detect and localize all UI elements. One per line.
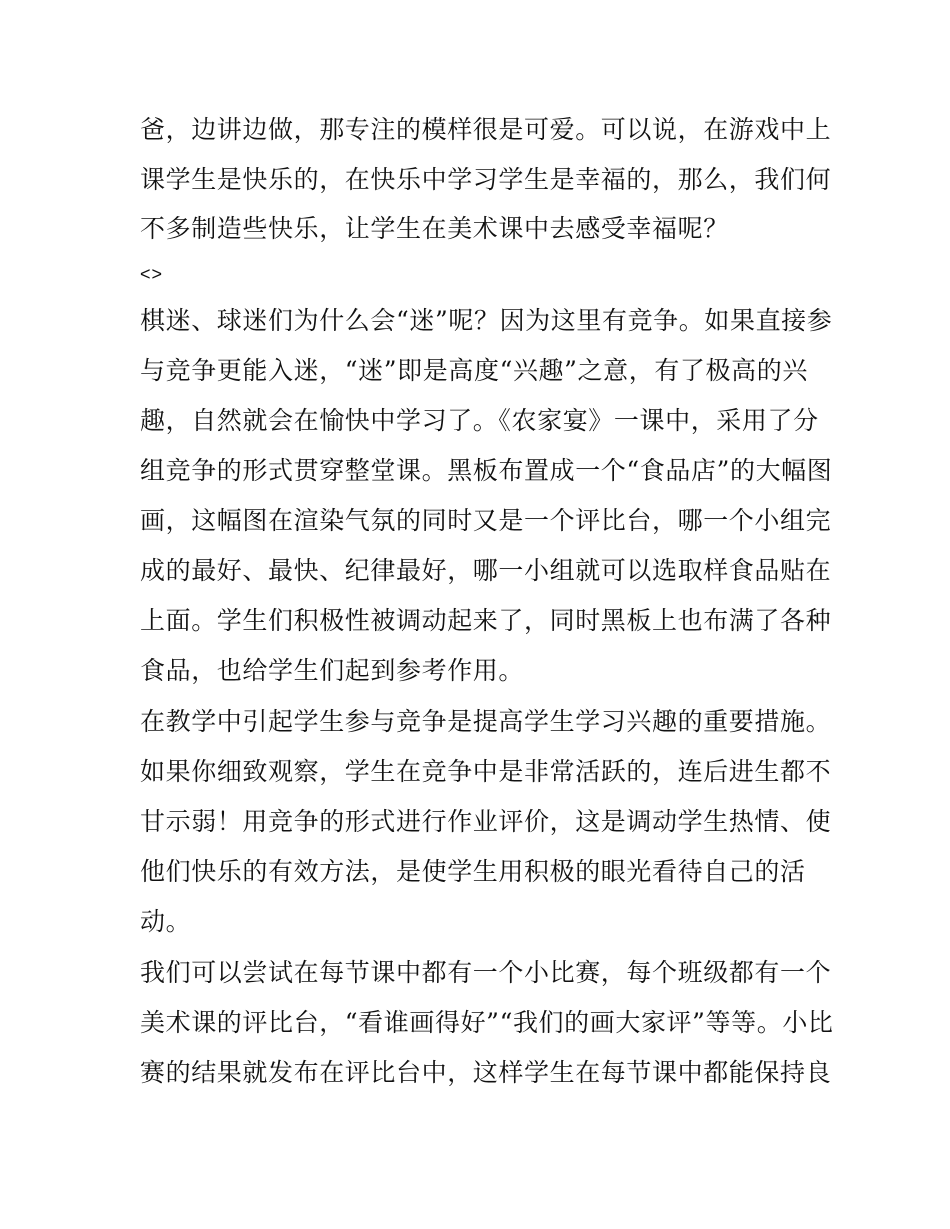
text-line: 与竞争更能入迷，“迷”即是高度“兴趣”之意，有了极高的兴 (140, 356, 808, 385)
text-line: 如果你细致观察，学生在竞争中是非常活跃的，连后进生都不 (140, 757, 832, 786)
text-line: 课学生是快乐的，在快乐中学习学生是幸福的，那么，我们何 (140, 165, 832, 194)
text-line: 他们快乐的有效方法，是使学生用积极的眼光看待自己的活 (140, 857, 806, 886)
text-line: 美术课的评比台，“看谁画得好”“我们的画大家评”等等。小比 (140, 1008, 834, 1037)
text-line: 动。 (140, 907, 192, 936)
text-line: 不多制造些快乐，让学生在美术课中去感受幸福呢？ (140, 214, 729, 243)
text-line: 甘示弱！用竞争的形式进行作业评价，这是调动学生热情、使 (140, 807, 832, 836)
section-marker: <> (140, 264, 164, 284)
text-line: 画，这幅图在渲染气氛的同时又是一个评比台，哪一个小组完 (140, 506, 832, 535)
text-line: 爸，边讲边做，那专注的模样很是可爱。可以说，在游戏中上 (140, 115, 832, 144)
text-line: 成的最好、最快、纪律最好，哪一小组就可以选取样食品贴在 (140, 556, 832, 585)
text-line: 赛的结果就发布在评比台中，这样学生在每节课中都能保持良 (140, 1058, 832, 1087)
text-line: 上面。学生们积极性被调动起来了，同时黑板上也布满了各种 (140, 606, 832, 635)
text-line: 我们可以尝试在每节课中都有一个小比赛，每个班级都有一个 (140, 958, 832, 987)
text-line: 组竞争的形式贯穿整堂课。黑板布置成一个“食品店”的大幅图 (140, 456, 833, 485)
text-line: 趣，自然就会在愉快中学习了。《农家宴》一课中，采用了分 (140, 406, 819, 435)
text-line: 食品，也给学生们起到参考作用。 (140, 656, 525, 685)
text-line: 棋迷、球迷们为什么会“迷”呢？因为这里有竞争。如果直接参 (140, 306, 833, 335)
text-line: 在教学中引起学生参与竞争是提高学生学习兴趣的重要措施。 (140, 707, 832, 736)
